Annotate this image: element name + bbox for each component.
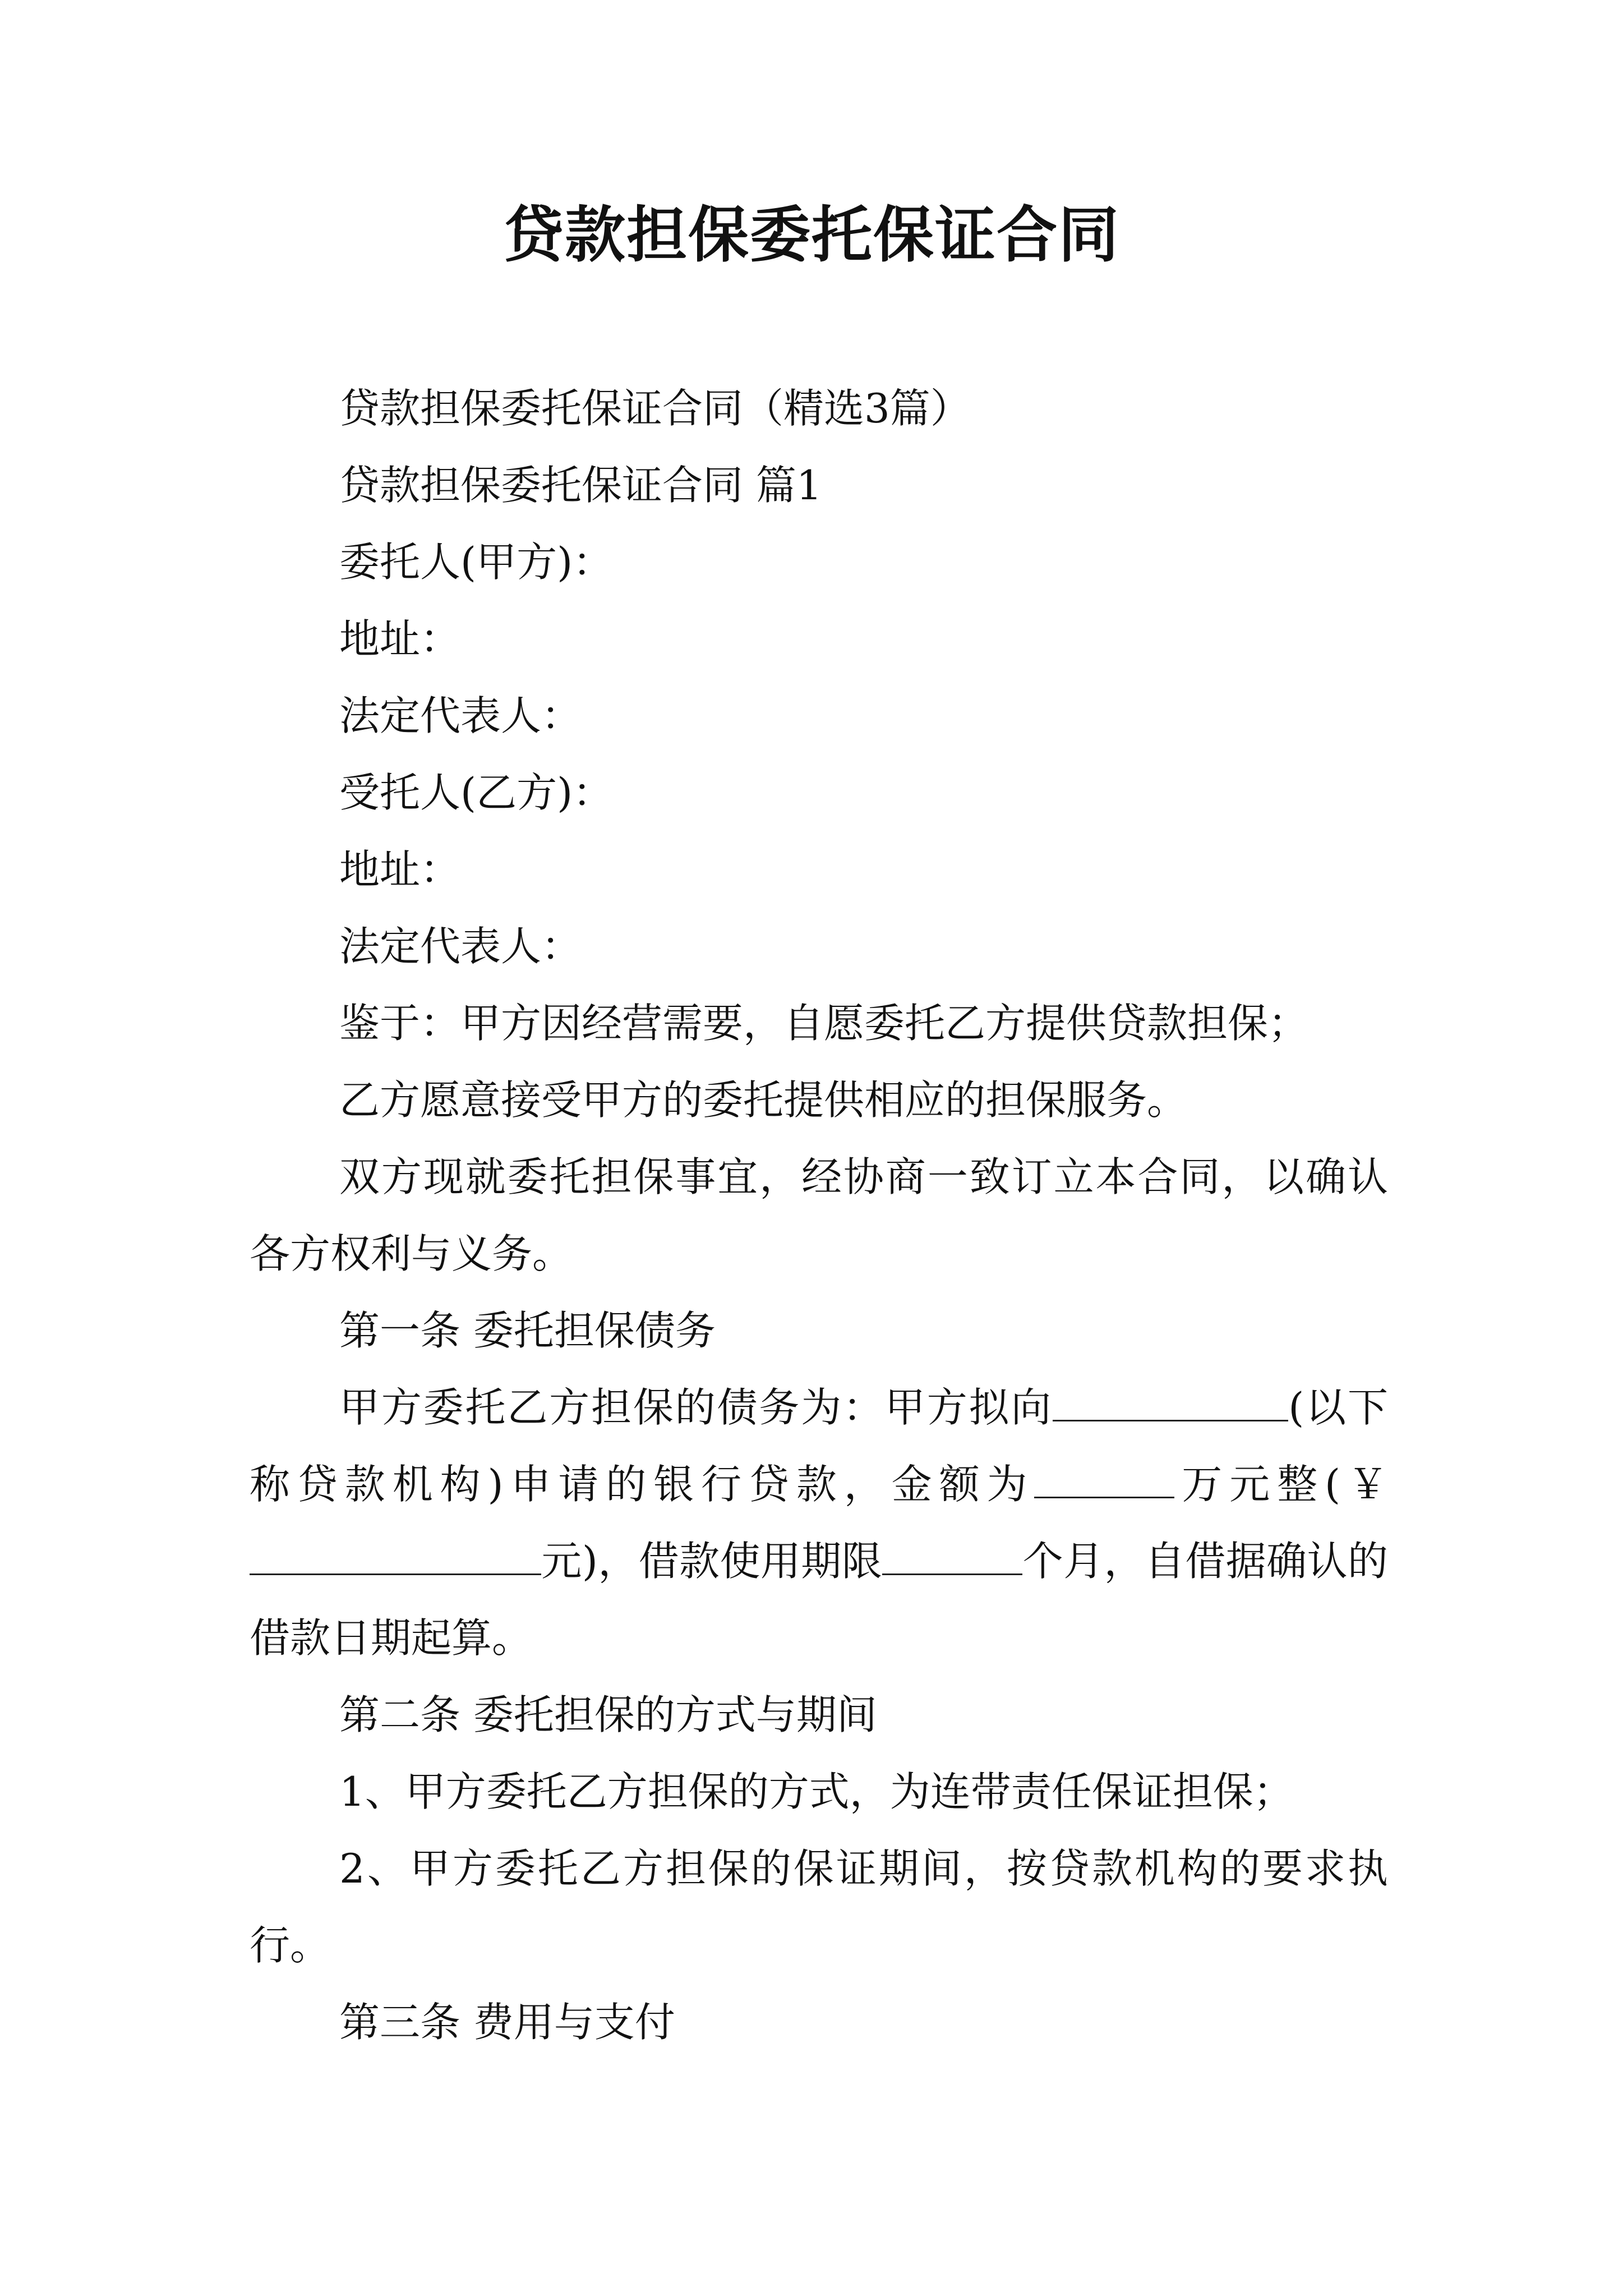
clause-2-item-1: 1、甲方委托乙方担保的方式，为连带责任保证担保；: [339, 1768, 1294, 1815]
clause-1-text-part2: (以下称贷款机构)申请的银行贷款，金额为: [250, 1384, 1388, 1508]
paragraph-subtitle: 贷款担保委托保证合同（精选3篇）: [339, 385, 971, 432]
clause-2-heading: 第二条 委托担保的方式与期间: [339, 1691, 877, 1738]
blank-term-months: [882, 1539, 1022, 1575]
blank-lender: [1053, 1385, 1288, 1421]
clause-2-item-2: 2、甲方委托乙方担保的保证期间，按贷款机构的要求执行。: [250, 1845, 1388, 1969]
clause-1-body: [250, 1369, 1388, 1677]
paragraph-party-a-representative: 法定代表人：: [339, 692, 582, 739]
blank-amount: [1034, 1462, 1174, 1498]
clause-1-heading: 第一条 委托担保债务: [339, 1307, 716, 1354]
paragraph-party-a-address: 地址：: [339, 615, 461, 662]
clause-3-heading: 第三条 费用与支付: [339, 1999, 675, 2046]
blank-amount-figures: [250, 1539, 541, 1575]
clause-1-text-part4: 元)，借款使用期限: [541, 1538, 883, 1585]
paragraph-party-b-representative: 法定代表人：: [339, 923, 582, 970]
paragraph-party-b-address: 地址：: [339, 846, 461, 893]
document-body: [250, 370, 1388, 2061]
clause-1-text-part5: 个月，自借据确认的借款日期起算。: [250, 1538, 1388, 1662]
paragraph-agreement: 双方现就委托担保事宜，经协商一致订立本合同，以确认各方权利与义务。: [250, 1153, 1388, 1277]
paragraph-acceptance: 乙方愿意接受甲方的委托提供相应的担保服务。: [339, 1076, 1188, 1124]
clause-1-text-part3: 万元整(￥: [1174, 1461, 1388, 1508]
paragraph-party-b: 受托人(乙方)：: [339, 769, 614, 816]
paragraph-party-a: 委托人(甲方)：: [339, 539, 614, 586]
paragraph-whereas: 鉴于：甲方因经营需要，自愿委托乙方提供贷款担保；: [339, 1000, 1309, 1047]
document-title: 贷款担保委托保证合同: [502, 200, 1120, 270]
paragraph-chapter-heading: 贷款担保委托保证合同 篇1: [339, 462, 822, 509]
clause-1-text-part1: 甲方委托乙方担保的债务为：甲方拟向: [339, 1384, 1053, 1431]
